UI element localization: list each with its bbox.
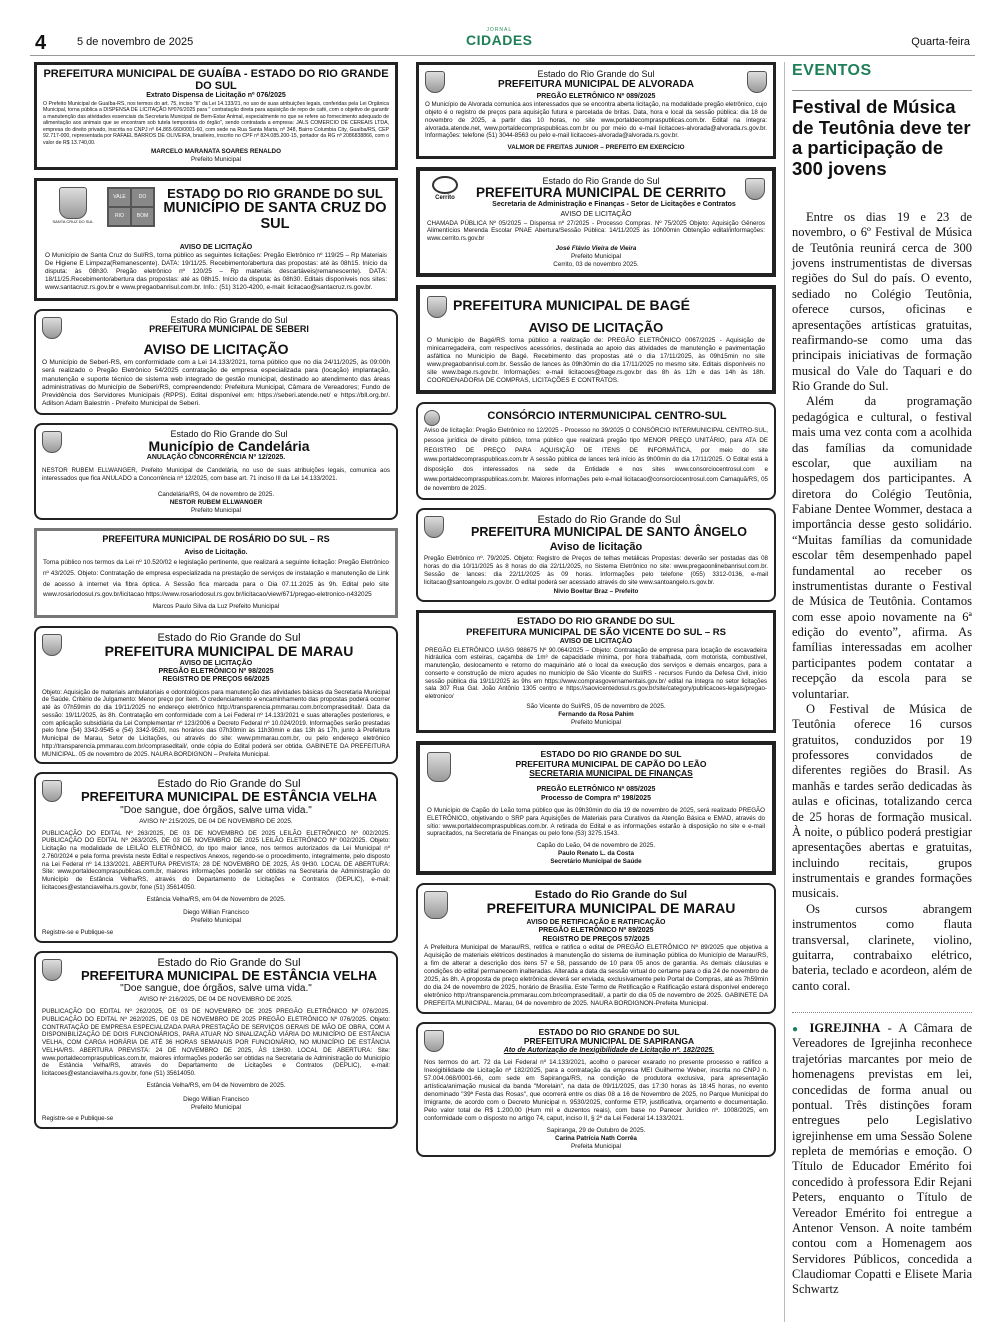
rosario-body: Torna público nos termos da Lei nº 10.520/02 e legislação pertinente, que realizará a seguinte licitação: Pregão Eletrônico nº 43/2025. Objeto: Contratação de empresa especializada na prestação de serviços de instalação e manutenção de Link de acesso à internet via fibra óptica. A Sessão fica marcada para o Dia 07.11.2025 às 9h. Edital pelo site www.rosariodosul.rs.gov.br/licitacao https://www.rosariodosul.rs.gov.br/licitacao/view/671/pregao-eletronico-n432025 [43, 558, 389, 599]
estancia-1-place-date: Estância Velha/RS, em 04 de Novembro de 2025. [146, 895, 286, 903]
tile-4: BOM [132, 208, 153, 225]
notice-santa-cruz [34, 178, 398, 301]
capao-place-date: Capão do Leão, 04 de novembro de 2025. [536, 842, 656, 850]
alvorada-crest-icon [425, 71, 445, 93]
guaiba-signer: MARCELO MARANATA SOARES RENALDO [150, 148, 281, 156]
notice-consorcio [416, 402, 776, 499]
sao-vicente-sub: AVISO DE LICITAÇÃO [559, 638, 633, 646]
notice-marau-2 [416, 883, 776, 1014]
capao-title-2: SECRETARIA MUNICIPAL DE FINANÇAS [529, 768, 693, 779]
estancia-1-aviso-line: AVISO Nº 215/2025, DE 04 DE NOVEMBRO DE 2025. [139, 817, 293, 825]
tile-2: DO [132, 189, 153, 206]
notice-candelaria [34, 423, 398, 521]
sapiranga-role: Prefeita Municipal [570, 1142, 622, 1150]
estancia-2-signer: Diego Willian Francisco [183, 1095, 249, 1103]
marau-2-sub3: REGISTRO DE PREÇOS 57/2025 [542, 935, 650, 943]
notice-marau-1 [34, 626, 398, 764]
capao-sub1: PREGÃO ELETRÔNICO Nº 085/2025 [536, 786, 656, 794]
candelaria-signer: NESTOR RUBEM ELLWANGER [169, 498, 263, 506]
sapiranga-place-date: Sapiranga, 29 de Outubro de 2025. [546, 1127, 646, 1135]
estancia-2-body: PUBLICAÇÃO DO EDITAL Nº 262/2025, DE 03 DE NOVEMBRO DE 2025 PREGÃO ELETRÔNICO Nº 076/2025. PUBLICAÇÃO DO EDITAL Nº 262/2025, DE 03 DE NOVEMBRO DE 2025 PREGÃO ELETRÔNICO Nº 076/2025. Objeto: CONTRATAÇÃO DE EMPRESA ESPECIALIZADA PARA PRESTAÇÃO DE SERVIÇOS GERAIS DE MÃO DE OBRA, COM A DISPONIBILIZAÇÃO DE DOIS FUNCIONÁRIOS, PARA ATUAR NO SINALIZAÇÃO VIÁRIA DO MUNICÍPIO DE ESTÂNCIA VELHA, COM CARGA HORÁRIA DE ATÉ 36 HORAS SEMANAIS POR FUNCIONÁRIO, NO MUNICÍPIO DE ESTÂNCIA VELHA/RS. ABERTURA PREVISTA: 24 DE NOVEMBRO DE 2025, ÀS 13H30. LOCAL DE ABERTURA: Site: www.portaldecompraspublicas.com.br, maiores informações poderão ser obtidas na Secretaria de Administração do Município de Estância Velha/RS, através do Departamento de Licitações e Contratos (DEPLIC), e-mail: licitacoes@estanciavelha.rs.gov.br, fone (51) 35614050. [42, 1008, 390, 1078]
middle-column [416, 62, 776, 1165]
bage-aviso: AVISO DE LICITAÇÃO [528, 320, 664, 336]
santo-angelo-state: Estado do Rio Grande do Sul [537, 513, 681, 526]
alvorada-signer: VALMOR DE FREITAS JUNIOR – PREFEITO EM EXERCÍCIO [507, 144, 685, 152]
rosario-signer: Marcos Paulo Silva da Luz Prefeito Municipal [152, 603, 280, 611]
estancia-1-state: Estado do Rio Grande do Sul [157, 778, 301, 791]
estancia-2-place-date: Estância Velha/RS, em 04 de Novembro de 2025. [146, 1081, 286, 1089]
sapiranga-body: Nos termos do art. 72 da Lei Federal nº 14.133/2021, acolho o parecer exarado no presente processo e ratifico a Inexigibilidade de Licitação nº 182/2025, para a contratação da empresa MEI Guilherme Weber, inscrita no CNPJ n. 57.004.068/0001-66, com sede em Sapiranga/RS, na condição de produtora exclusiva, para apresentação artística/animação musical da banda "Morelain", na data de 09/11/2025, das 17:30 horas às 18:45 horas, no evento denominado "39ª Festa das Rosas", que ocorrerá entre os dias 08 a 16 de Novembro de 2025, no Parque Municipal do Imigrante, de acordo com o Decreto Municipal n. 9530/2025, conforme ETP, justificativa, orçamento e documentação. Pelo valor total de R$ 1.200,00 (Hum mil e duzentos reais), com base no Parecer Jurídico nº. 1008/2025, em conformidade com o disposto no artigo 74, caput, inciso II, § 2º da Lei Federal 14.133/2021. [424, 1059, 768, 1123]
right-column [792, 62, 972, 1298]
seberi-aviso: AVISO DE LICITAÇÃO [143, 341, 289, 358]
sapiranga-title: PREFEITURA MUNICIPAL DE SAPIRANGA [523, 1036, 695, 1047]
notice-capao [416, 741, 776, 874]
notice-guaiba [34, 62, 398, 170]
alvorada-body: O Município de Alvorada comunica aos interessados que se encontra aberta licitação, na modalidade pregão eletrônico, cujo objeto é o registro de preços para aquisição futura e parcelada de britas. Data, hora e local da sessão pública: dia 18 de novembro de 2025, a partir das 10 horas, no site www.portaldecompraspublicas.com.br. Edital na íntegra: alvorada.atende.net, www.portaldecompraspublicas.com.br ou por meio do e-mail licitacoes-alvorada@alvorada.rs.gov.br. Informações: telefone (51) 3044-8563 ou pelo e-mail licitacoes-alvorada@alvorada.rs.gov.br. [425, 101, 767, 140]
tile-1: VALE [109, 189, 130, 206]
brief-igrejinha [792, 1021, 972, 1298]
santa-cruz-state: ESTADO DO RIO GRANDE DO SUL [167, 185, 383, 201]
brief-location: IGREJINHA [809, 1021, 881, 1035]
logo-big-text: CIDADES [466, 32, 533, 48]
candelaria-role: Prefeito Municipal [190, 506, 242, 514]
alvorada-sub: PREGÃO ELETRÔNICO Nº 089/2025 [536, 93, 656, 100]
capao-crest-icon [427, 752, 451, 782]
capao-title-1: PREFEITURA MUNICIPAL DE CAPÃO DO LEÃO [515, 758, 707, 769]
consorcio-title: CONSÓRCIO INTERMUNICIPAL CENTRO-SUL [487, 410, 727, 423]
sapiranga-sub: Ato de Autorização de Inexigibilidade de Licitação nº. 182/2025. [503, 1046, 715, 1054]
santa-cruz-logo [45, 187, 101, 241]
edition-weekday: Quarta-feira [911, 36, 970, 48]
notice-seberi [34, 309, 398, 414]
estancia-1-role: Prefeito Municipal [190, 917, 242, 925]
candelaria-place-date: Candelária/RS, 04 de novembro de 2025. [157, 490, 275, 498]
notice-bage [416, 285, 776, 394]
bage-crest-icon [427, 296, 447, 318]
santo-angelo-signer: Nivio Boeltar Braz – Prefeito [553, 588, 639, 596]
guaiba-sub: Extrato Dispensa de Licitação nº 076/2025 [146, 92, 286, 100]
marau-2-title: PREFEITURA MUNICIPAL DE MARAU [486, 899, 736, 916]
sao-vicente-role: Prefeito Municipal [570, 718, 622, 726]
estancia-2-state: Estado do Rio Grande do Sul [157, 956, 301, 969]
rosario-sub: Aviso de Licitação. [184, 549, 248, 557]
candelaria-body: NESTOR RUBEM ELLWANGER, Prefeito Municipal de Candelária, no uso de suas atribuições legais, comunica aos interessados que fica ANULADO a Concorrência nº 12/2025, com base art. 71 inciso III da Lei 14.133/2021. [42, 467, 390, 483]
marau-1-sub3: REGISTRO DE PREÇOS 66/2025 [162, 676, 270, 684]
alvorada-seal-icon [747, 71, 767, 93]
estancia-2-footer: Registre-se e Publique-se [42, 1115, 114, 1123]
santa-cruz-sub: AVISO DE LICITAÇÃO [179, 243, 253, 251]
brief-text: - A Câmara de Vereadores de Igrejinha reconhece trajetórias marcantes por meio de homenagens previstas em lei, concedidas de forma anual ou pontual. Três distinções foram entregues pelo Legislativo igrejinhense em uma Sessão Solene repleta de memórias e emoção. O Título de Educador Emérito foi concedido à professora Edir Rejani Peters, enquanto o Título de Vereador Emérito foi entregue a Antenor Venson. A noite também contou com a Homenagem aos Servidores Públicos, concedida a Claudiomar Copatti e Elisete Maria Schwartz [792, 1021, 973, 1297]
logo-small-text: JORNAL [486, 27, 513, 33]
marau-1-sub2: PREGÃO ELETRÔNICO Nº 98/2025 [158, 667, 274, 675]
santa-cruz-crest-icon [59, 187, 87, 219]
estancia-1-quote: "Doe sangue, doe órgãos, salve uma vida." [120, 804, 312, 816]
article-paragraph-4: Os cursos abrangem instrumentos como flauta transversal, clarinete, violino, guitarra, contrabaixo elétrico, bateria, teclado e acordeon, além de canto coral. [792, 901, 972, 993]
seberi-title: PREFEITURA MUNICIPAL DE SEBERI [149, 324, 309, 335]
guaiba-role: Prefeito Municipal [190, 155, 242, 163]
estancia-2-role: Prefeito Municipal [190, 1103, 242, 1111]
cerrito-sub: Secretaria de Administração e Finanças - Setor de Licitações e Contratos [492, 200, 736, 208]
cerrito-logo-text: Cerrito [435, 195, 455, 201]
cerrito-place-date: Cerrito, 03 de novembro 2025. [553, 260, 639, 268]
seberi-crest-icon [42, 317, 62, 339]
estancia-2-title: PREFEITURA MUNICIPAL DE ESTÂNCIA VELHA [80, 967, 378, 983]
rosario-title: PREFEITURA MUNICIPAL DE ROSÁRIO DO SUL – RS [102, 534, 330, 545]
marau-2-sub2: PREGÃO ELETRÔNICO Nº 89/2025 [538, 927, 654, 935]
candelaria-crest-icon [42, 431, 62, 453]
cerrito-signer: José Flávio Vieira de Vieira [555, 244, 637, 252]
capao-state: ESTADO DO RIO GRANDE DO SUL [540, 749, 682, 760]
cerrito-title: PREFEITURA MUNICIPAL DE CERRITO [475, 185, 726, 200]
capao-role: Secretário Municipal de Saúde [550, 857, 642, 865]
estancia-1-body: PUBLICAÇÃO DO EDITAL Nº 263/2025, DE 03 DE NOVEMBRO DE 2025 LEILÃO ELETRÔNICO Nº 002/2025. PUBLICAÇÃO DO EDITAL Nº 263/2025, DE 03 DE NOVEMBRO DE 2025 LEILÃO ELETRÔNICO Nº 002/2025. Objeto: Licitação na modalidade de LEILÃO ELETRÔNICO, do tipo maior lance, nos termos autorizados da Lei Municipal nº 2.760/2024 e pela forma prevista neste Edital e respectivos Anexos, regendo-se o procedimento, integralmente, pelo disposto na Lei Federal nº 14.133/2021. ABERTURA PREVISTA: 28 DE NOVEMBRO DE 2025, ÀS 9H30. LOCAL DE ABERTURA: Site: www.portaldecompraspublicas.com.br, maiores informações poderão ser obtidas na Secretaria de Administração do Município de Estância Velha/RS, através do Departamento de Licitações e Contratos (DEPLIC), e-mail: licitacoes@estanciavelha.rs.gov.br, fone (51) 35614050. [42, 829, 390, 891]
santa-cruz-title: MUNICÍPIO DE SANTA CRUZ DO SUL [163, 200, 387, 233]
cerrito-state: Estado do Rio Grande do Sul [542, 176, 660, 186]
notice-alvorada [416, 62, 776, 159]
notice-sao-vicente [416, 610, 776, 733]
consorcio-logo-icon [424, 410, 440, 426]
seberi-body: O Município de Seberi-RS, em conformidade com a Lei 14.133/2021, torna público que no dia 24/11/2025, às 09:00h será realizado o Pregão Eletrônico 54/2025 contratação de empresa especializada para (locação) implantação, manutenção e suporte técnico de sistema web integrado de gestão municipal, destinado ao atendimento das áreas administrativas do Município de Seberi/RS, compreendendo: Prefeitura Municipal, Câmara de Vereadores; Fundo de Previdência dos Servidores Municipais (RPPS). Edital disponível em: https://seberi.atende.net/ e https://bll.org.br/. Adilson Adam Balestrin - Prefeito Municipal de Seberi. [42, 359, 390, 408]
candelaria-sub: ANULAÇÃO CONCORRÊNCIA Nº 12/2025. [146, 453, 286, 461]
article-paragraph-1: Entre os dias 19 e 23 de novembro, o 6º Festival de Música de Teutônia reunirá cerca de 300 jovens instrumentistas de diversas regiões do Sul do país. O evento, sediado no Colégio Teutônia, oferece cursos, oficinas e apresentações artísticas gratuitas, reafirmando-se como uma das principais iniciativas de formação musical do Vale do Taquari e do Rio Grande do Sul. [792, 209, 972, 393]
marau-2-sub1: AVISO DE RETIFICAÇÃO E RATIFICAÇÃO [526, 918, 666, 926]
marau-1-crest-icon [42, 634, 62, 656]
estancia-2-aviso-line: AVISO Nº 216/2025, DE 04 DE NOVEMBRO DE 2025. [139, 996, 293, 1004]
santo-angelo-body: Pregão Eletrônico nº. 79/2025. Objeto: Registro de Preços de telhas metálicas Propostas: deverão ser postadas das 08 horas do dia 10/11/2025 às 8 horas do dia 22/11/2025, no Sistema Eletrônico no site: www.pregaoonlinebanrisul.com.br. Sessão de lances: dia 22/11/2025 às 09 horas. Informações pelo telefone (055) 3312-0136, e-mail licitacao@santoangelo.rs.gov.br. O edital poderá ser acessado através do site www.santoangelo.rs.gov.br. [424, 555, 768, 586]
notice-santo-angelo [416, 508, 776, 603]
alvorada-state: Estado do Rio Grande do Sul [537, 69, 655, 79]
bage-body: O Município de Bagé/RS torna público a realização de: PREGÃO ELETRÔNICO 0067/2025 - Aquisição de minicarregadeira, com respectivos acessórios, destinada ao apoio das atividades de manutenção e pavimentação asfáltica no Município de Bagé. Recebimento das propostas até o dia 17/11/2025, às 09h15min no site www.pregaobanrisul.com.br. Sessão de lances às 09h30min do dia 17/11/2025 no mesmo site. Editais disponíveis no site www.bage.rs.gov.br. Informações: e-mail licitacoes@bage.rs.gov.br das 8h às 12h e das 14h às 18h. COORDENADORIA DE COMPRAS, LICITAÇÕES E CONTRATOS. [427, 337, 765, 385]
cerrito-body: CHAMADA PÚBLICA Nº 05/2025 – Dispensa nº 27/2025 - Processo Compras. Nº 75/2025 Objeto: Aquisição Gêneros Alimentícios Merenda Escolar PNAE Abertura/Sessão Pública: 14/11/2025 às 10h00min Obtenção edital/informações: www.cerrito.rs.gov.br [427, 219, 765, 243]
capao-signer: Paulo Renato L. da Costa [558, 850, 634, 858]
notice-estancia-2 [34, 951, 398, 1129]
marau-1-title: PREFEITURA MUNICIPAL DE MARAU [104, 643, 354, 660]
sao-vicente-body: PREGÃO ELETRÔNICO UASG 988675 Nº 90.064/2025 – Objeto: Contratação de empresa para locação de escavadeira hidráulica com esteiras, caçamba de 1m³ de capacidade mínima, por hora trabalhada, com motorista, combustível, manutenção, deslocamento e retorno do maquinário até o local da execução dos serviços e demais encargos, para a conserto e construção de micro açudes no município de São Vicente do Sul/RS - recursos Fundo da Defesa Civil, início sessão pública dia 19/11/2025 às 9hs em https://www.comprasgovernamentais.gov.br/ edital na íntegra no setor licitações sala 307 Rua Gal. João Antônio 1305 centro e https://saovicentedosul.rs.gov.br/site/category/publicacoes-legais/pregao-eletronico/ [425, 646, 767, 701]
sao-vicente-state: ESTADO DO RIO GRANDE DO SUL [517, 616, 675, 628]
tile-3: RIO [109, 208, 130, 225]
santo-angelo-crest-icon [424, 516, 444, 538]
column-divider [784, 62, 785, 1322]
estancia-2-quote: "Doe sangue, doe órgãos, salve uma vida." [120, 983, 312, 995]
capao-body: O Município de Capão do Leão torna público que às 09h30min do dia 19 de novembro de 2025, será realizado PREGÃO ELETRÔNICO, objetivando o SRP para Aquisições de Materiais para Curativos da Atenção Básica e EMAD, através do sítio: www.portaldecompraspublicas.com.br. A retirada do Edital e as informações estarão à disposição no site e e-mail supracitados, na Secretaria de Finanças ou pelo fone (53) 3275.1543. [427, 807, 765, 838]
sao-vicente-title: PREFEITURA MUNICIPAL DE SÃO VICENTE DO SUL – RS [466, 626, 726, 638]
cerrito-crest-icon [745, 178, 765, 200]
seberi-state: Estado do Rio Grande do Sul [170, 315, 288, 326]
marau-2-body: A Prefeitura Municipal de Marau/RS, retifica e ratifica o edital de PREGÃO ELETRÔNICO Nº 89/2025 que objetiva a Aquisição de materiais elétricos destinados à manutenção do sistema de iluminação pública do Município de Marau/RS, a fim de alterar a descrição dos itens 57 e 58, passando de 10 para 05 anos de garantia. As demais cláusulas e condições do edital permanecem inalteradas. Alterada a data da sessão virtual do certame para o dia 24 de novembro de 2025, às 8h. A proposta de preço eletrônica deverá ser enviada, exclusivamente pelo Portal de Compras, até as 7h59min do dia 24 de novembro de 2025, horário de Brasília. Este Termo de Retificação e Ratificação estará disponível endereço eletrônico http://transparencia.pmmarau.com.br/compraseditail/, a partir do dia 05 de novembro de 2025. GABINETE DA PREFEITA MUNICIPAL. Marau, 04 de novembro de 2025. NAURA BORDIGNON-Prefeita Municipal. [424, 943, 768, 1007]
sapiranga-state: ESTADO DO RIO GRANDE DO SUL [538, 1026, 680, 1037]
candelaria-state: Estado do Rio Grande do Sul [170, 428, 288, 439]
article-paragraph-2: Além da programação pedagógica e cultural, o festival mais uma vez conta com a acolhida das famílias da comunidade escolar, que auxiliam na hospedagem dos participantes. A diretora do Colégio Teutônia, Fabiane Dentee Wommer, destaca a importância desse gesto solidário. “Muitas famílias da comunidade escolar têm desempenhado papel fundamental ao receber os instrumentistas durante o Festival de Música de Teutônia. Contamos com esse apoio novamente na 6ª edição do evento”, afirma. As famílias interessadas em acolher participantes podem contatar a recepção da escola para se voluntariar. [792, 394, 972, 701]
consorcio-body: Aviso de licitação: Pregão Eletrônico no 12/2025 - Processo no 39/2025 O CONSÓRCIO INTERMUNICIPAL CENTRO-SUL, pessoa jurídica de direito público, torna público que realizará pregão tipo MENOR PREÇO UNITÁRIO, para ATA DE REGISTRO DE PREÇO PARA AQUISIÇÃO DE ITENS DE INFORMÁTICA, por meio do site www.portaldecompraspublicas.com.br A sessão pública de lances terá início às 9h00min do dia 17/11/2025. O Edital está à disposição dos interessados na sede da Entidade e nos sites www.consorciocentrosul.com e www.portaldecompraspublicas.com.br. Maiores informações pelo e-mail licitacao@consorciocentrosul.com Camaquã/RS, 05 de novembro de 2025. [424, 427, 768, 493]
marau-1-state: Estado do Rio Grande do Sul [157, 632, 301, 645]
marau-2-state: Estado do Rio Grande do Sul [534, 888, 688, 901]
santo-angelo-title: PREFEITURA MUNICIPAL DE SANTO ÂNGELO [471, 524, 747, 539]
candelaria-title: Município de Candelária [148, 437, 310, 454]
newspaper-logo [466, 28, 533, 47]
notice-rosario [34, 528, 398, 618]
article-body [792, 210, 972, 1298]
cerrito-aviso: AVISO DE LICITAÇÃO [560, 211, 632, 219]
marau-1-body: Objeto: Aquisição de materiais ambulatoriais e odontológicos para manutenção das atividades básicas da Secretaria Municipal de Saúde. Critério de Julgamento: Menor preço por item. O credenciamento e encaminhamento das propostas poderá ocorrer até às 07h59min do dia 19/11/2025 no endereço eletrônico http://transparencia.pmmarau.com.br/compraseditail/. Data da sessão: 19/11/2025, às 8h. Contratação em conformidade com a Lei Federal nº 14.133/2021 e suas alterações posteriores, e com aplicação subsidiária da Lei Complementar nº 123/2006 e Decreto Federal nº 10.024/2019. Informações serão prestadas pelo fone (54) 3342-9545 e (54) 3342-9520, nos horários das 07h30min às 11h30min e das 13h às 17h, junto à Prefeitura Municipal de Marau, Setor de Licitações, ou através do site: www.pmmarau.com.br, ou pelo endereço eletrônico http://transparencia.pmmarau.com.br/compraseditail/, onde cópia do Edital poderá ser obtida. GABINETE DA PREFEITURA MUNICIPAL. 05 de novembro de 2025. NAURA BORDIGNON – Prefeita Municipal. [42, 688, 390, 758]
santa-cruz-logo-caption: SANTA CRUZ DO SUL [52, 218, 94, 224]
estancia-1-footer: Registre-se e Publique-se [42, 929, 114, 937]
article-separator [792, 1012, 972, 1013]
alvorada-title: PREFEITURA MUNICIPAL DE ALVORADA [498, 79, 694, 90]
section-label: EVENTOS [792, 62, 872, 79]
location-pin-icon: ● [792, 1024, 803, 1035]
sao-vicente-place-date: São Vicente do Sul/RS, 05 de novembro de 2025. [526, 702, 666, 710]
bage-title: PREFEITURA MUNICIPAL DE BAGÉ [453, 297, 690, 314]
page-header [30, 28, 975, 56]
santa-cruz-body: O Município de Santa Cruz do Sul/RS, torna público as seguintes licitações: Pregão Eletrônico nº 119/25 – Rp Materiais De Higiene E Limpeza(Remanescente). DATA: 19/11/25. Recebimento/abertura das propostas: até às 08h15. Início da disputa: às 08h30. Pregão eletrônico nº 120/25 – Rp materiais descartáveis(remanescente). DATA: 18/11/25.Recebimento/abertura das propostas: até as 08h15. Início da disputa: às 08h30. Editais disponíveis nos sites: www.santacruz.rs.gov.br e www.pregaobanrisul.com.br. Info.: (51) 3120-4200, e-mail: licitacao@santacruz.rs.gov.br. [45, 252, 387, 292]
cerrito-logo [427, 176, 463, 206]
article-paragraph-3: O Festival de Música de Teutônia oferece 16 cursos gratuitos, conduzidos por 19 professores convidados de diferentes regiões do Brasil. As manhãs e tardes serão dedicadas às aulas e oficinas, totalizando cerca de 25 horas de formação musical. À noite, o público poderá prestigiar apresentações abertas e gratuitas, incluindo recitais, grupos instrumentais e grandes formações musicais. [792, 701, 972, 901]
guaiba-title: PREFEITURA MUNICIPAL DE GUAÍBA - ESTADO DO RIO GRANDE DO SUL [43, 68, 389, 93]
cerrito-logo-ring-icon [432, 176, 458, 194]
article-headline: Festival de Música de Teutônia deve ter a participação de 300 jovens [792, 90, 972, 180]
page-number: 4 [35, 32, 47, 54]
marau-1-sub1: AVISO DE LICITAÇÃO [179, 659, 253, 667]
cerrito-role: Prefeito Municipal [570, 252, 622, 260]
left-column [34, 62, 398, 1137]
estancia-1-signer: Diego Willian Francisco [183, 909, 249, 917]
edition-date: 5 de novembro de 2025 [77, 36, 194, 48]
santa-cruz-tiles [107, 187, 155, 227]
notice-sapiranga [416, 1022, 776, 1157]
guaiba-body: O Prefeito Municipal de Guaíba-RS, nos termos do art. 75, inciso "II" da Lei 14.133/21, no uso de suas atribuições legais, conferidas pela Lei Orgânica Municipal, torna pública a DISPENSA DE LICITAÇÃO Nº076/2025 para " contratação direta para aquisição de repo de café, com o objetivo de garantir a manutenção das atividades essenciais da Secretaria Municipal de Bem-Estar Animal, especialmente no que se refere ao fornecimento adequado de alimentação aos animais que se encontram sob tutela temporária do órgão", sendo contratada a empresa: JALS COMERCIO DE CEREAIS LTDA, empresa do direito privado, inscrita no CNPJ nº 64.865.660/0001-60, com sede na Rua Santa Marta, nº 348, Bairro Columbia City, Guaíba/RS, CEP 92.717-000, representada por RAFAEL BARROS DE OLIVEIRA, brasileiro, inscrito no CPF nº 824.085.200-15, portador da RG nº 2086838866, com o valor de R$ 13.740,00. [43, 100, 389, 146]
sapiranga-signer: Carina Patrícia Nath Corrêa [555, 1134, 637, 1142]
notice-cerrito [416, 167, 776, 277]
estancia-2-crest-icon [42, 959, 62, 981]
notice-estancia-1 [34, 772, 398, 942]
marau-2-crest-icon [424, 891, 448, 919]
santo-angelo-aviso: Aviso de licitação [549, 541, 643, 554]
sao-vicente-signer: Fernando da Rosa Pahim [558, 710, 634, 718]
sapiranga-crest-icon [424, 1030, 444, 1052]
estancia-1-title: PREFEITURA MUNICIPAL DE ESTÂNCIA VELHA [80, 789, 378, 805]
capao-sub2: Processo de Compra nº 198/2025 [541, 794, 651, 802]
